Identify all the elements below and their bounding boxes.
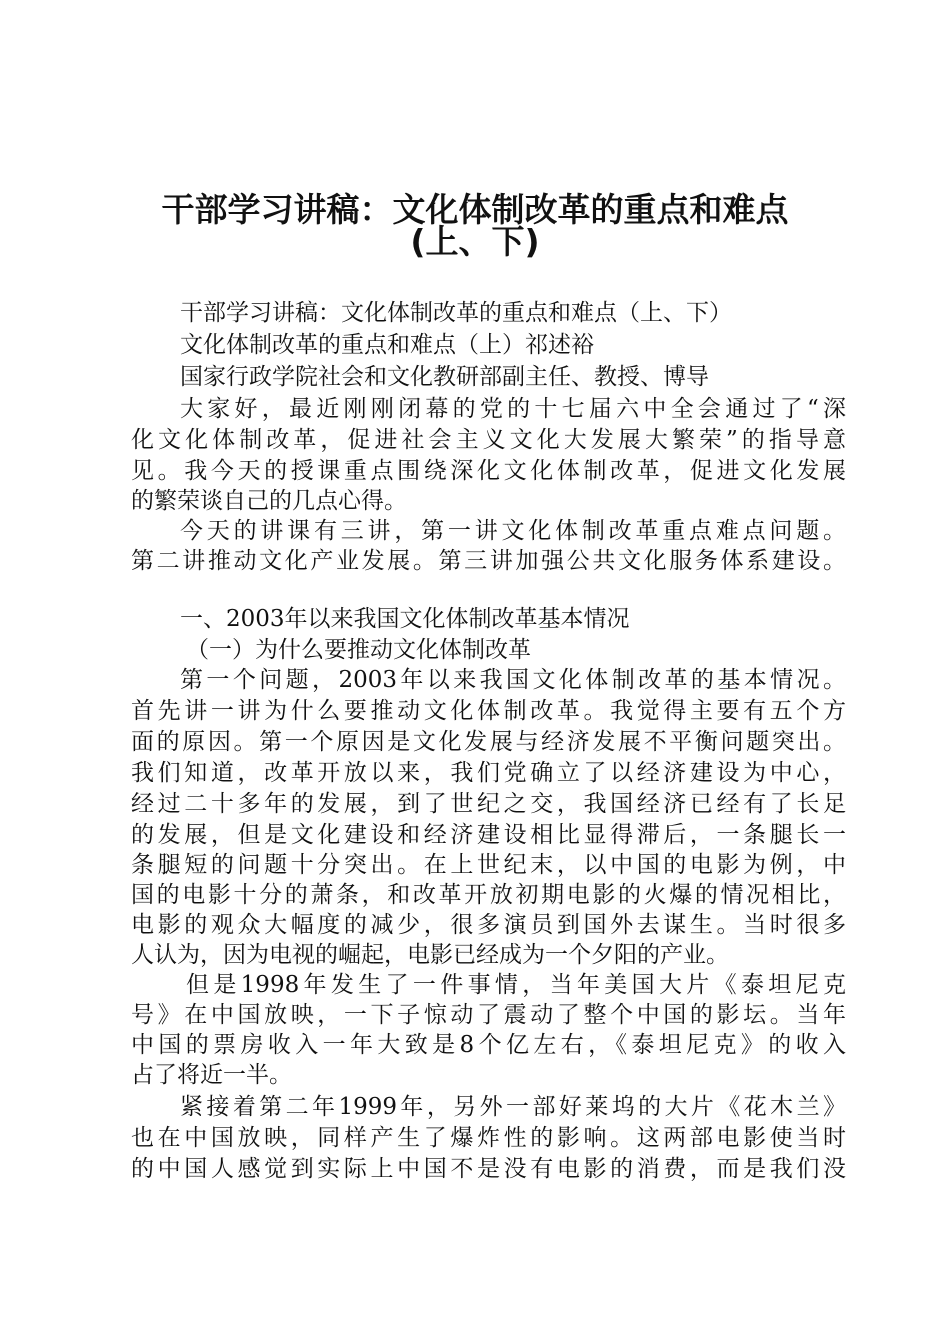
paragraph-line: 紧接着第二年1999年，另外一部好莱坞的大片《花木兰》 (180, 1094, 846, 1120)
subsection-heading: （一）为什么要推动文化体制改革 (186, 637, 531, 663)
paragraph-line: 第二讲推动文化产业发展。第三讲加强公共文化服务体系建设。 (131, 548, 846, 574)
paragraph-line: 国的电影十分的萧条，和改革开放初期电影的火爆的情况相比， (131, 882, 846, 908)
section-heading: 一、2003年以来我国文化体制改革基本情况 (180, 606, 630, 632)
paragraph-line: 我们知道，改革开放以来，我们党确立了以经济建设为中心， (131, 760, 846, 786)
document-title-continuation: (上、下) (410, 222, 540, 261)
paragraph-line: 大家好，最近刚刚闭幕的党的十七届六中全会通过了“深 (180, 396, 846, 422)
paragraph-line: 号》在中国放映，一下子惊动了震动了整个中国的影坛。当年 (131, 1002, 846, 1028)
paragraph-line: 人认为，因为电视的崛起，电影已经成为一个夕阳的产业。 (131, 942, 729, 968)
paragraph-line: 面的原因。第一个原因是文化发展与经济发展不平衡问题突出。 (131, 729, 846, 755)
paragraph-line: 首先讲一讲为什么要推动文化体制改革。我觉得主要有五个方 (131, 698, 846, 724)
paragraph-line: 的繁荣谈自己的几点心得。 (131, 488, 407, 514)
lecture-heading: 文化体制改革的重点和难点（上）祁述裕 (180, 332, 594, 358)
subtitle-line: 干部学习讲稿：文化体制改革的重点和难点（上、下） (180, 300, 732, 326)
author-affiliation: 国家行政学院社会和文化教研部副主任、教授、博导 (180, 364, 709, 390)
paragraph-line: 占了将近一半。 (131, 1062, 292, 1088)
paragraph-line: 也在中国放映，同样产生了爆炸性的影响。这两部电影使当时 (131, 1125, 846, 1151)
paragraph-line: 的中国人感觉到实际上中国不是没有电影的消费，而是我们没 (131, 1156, 846, 1182)
paragraph-line: 条腿短的问题十分突出。在上世纪末，以中国的电影为例，中 (131, 852, 846, 878)
document-title: 干部学习讲稿：文化体制改革的重点和难点 (161, 190, 789, 229)
paragraph-line: 第一个问题，2003年以来我国文化体制改革的基本情况。 (180, 667, 846, 693)
paragraph-line: 见。我今天的授课重点围绕深化文化体制改革，促进文化发展 (131, 458, 846, 484)
paragraph-line: 中国的票房收入一年大致是8个亿左右，《泰坦尼克》的收入 (131, 1032, 846, 1058)
paragraph-line: 经过二十多年的发展，到了世纪之交，我国经济已经有了长足 (131, 791, 846, 817)
paragraph-line: 今天的讲课有三讲，第一讲文化体制改革重点难点问题。 (180, 518, 846, 544)
paragraph-line: 化文化体制改革，促进社会主义文化大发展大繁荣”的指导意 (131, 427, 846, 453)
paragraph-line: 但是1998年发生了一件事情，当年美国大片《泰坦尼克 (186, 972, 846, 998)
paragraph-line: 的发展，但是文化建设和经济建设相比显得滞后，一条腿长一 (131, 822, 846, 848)
paragraph-line: 电影的观众大幅度的减少，很多演员到国外去谋生。当时很多 (131, 912, 846, 938)
